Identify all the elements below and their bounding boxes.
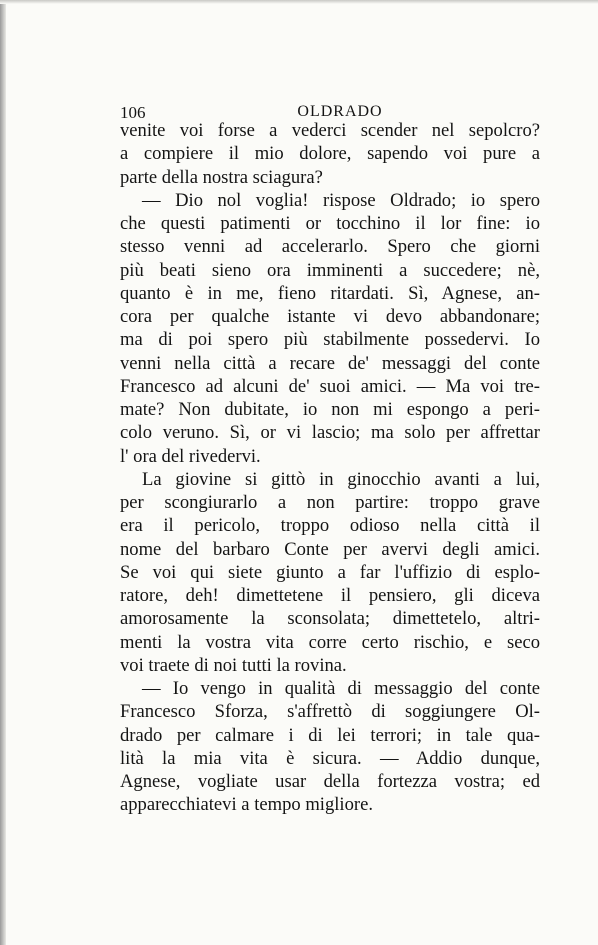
text-line: menti la vostra vita corre certo rischio, e seco [120,631,540,653]
text-line: Francesco ad alcuni de' suoi amici. — Ma voi tre- [120,375,540,397]
text-line: colo veruno. Sì, or vi lascio; ma solo per affrettar [120,422,540,444]
text-line: apparecchiatevi a tempo migliore. [120,794,373,816]
page-edge-shadow [0,0,6,945]
text-line: voi traete di noi tutti la rovina. [120,654,347,676]
text-line: Francesco Sforza, s'affrettò di soggiungere Ol- [120,701,540,723]
text-line: ma di poi spero più stabilmente possedervi. Io [120,329,540,351]
text-line: mate? Non dubitate, io non mi espongo a peri- [120,399,540,420]
running-title: OLDRADO [297,103,383,120]
text-line: cora per qualche istante vi devo abbandonare; [120,306,540,327]
text-line: venite voi forse a vederci scender nel sepolcro? [120,120,540,141]
body-text [120,119,540,817]
text-line: quanto è in me, fieno ritardati. Sì, Agnese, an- [120,282,540,304]
text-line: stesso venni ad accelerarlo. Spero che giorni [120,236,540,258]
paragraph-first-line: — Dio nol voglia! rispose Oldrado; io spero [142,189,540,211]
text-line: a compiere il mio dolore, sapendo voi pure a [120,143,540,165]
text-line: era il pericolo, troppo odioso nella città il [120,515,540,537]
text-line: ratore, deh! dimettetene il pensiero, gli diceva [120,585,540,606]
text-line: l' ora del rivedervi. [120,445,261,467]
text-line: parte della nostra sciagura? [120,166,323,188]
text-line: venni nella città a recare de' messaggi del conte [120,352,540,374]
text-line: per scongiurarlo a non partire: troppo grave [120,492,540,513]
page-top-shadow [0,0,598,4]
text-line: più beati sieno ora imminenti a succedere; nè, [120,259,540,281]
paragraph-first-line: La giovine si gittò in ginocchio avanti a lui, [142,468,540,490]
text-line: Agnese, vogliate usar della fortezza vostra; ed [120,771,540,792]
text-line: che questi patimenti or tocchino il lor fine: io [120,213,540,234]
paragraph-first-line: — Io vengo in qualità di messaggio del conte [142,678,540,699]
text-line: amorosamente la sconsolata; dimettetelo, altri- [120,608,540,630]
text-line: nome del barbaro Conte per avervi degli amici. [120,538,540,560]
page-number: 106 [120,103,146,122]
text-line: lità la mia vita è sicura. — Addio dunque, [120,747,540,769]
text-line: Se voi qui siete giunto a far l'uffizio di esplo- [120,561,540,583]
text-line: drado per calmare i di lei terrori; in tale qua- [120,724,540,746]
